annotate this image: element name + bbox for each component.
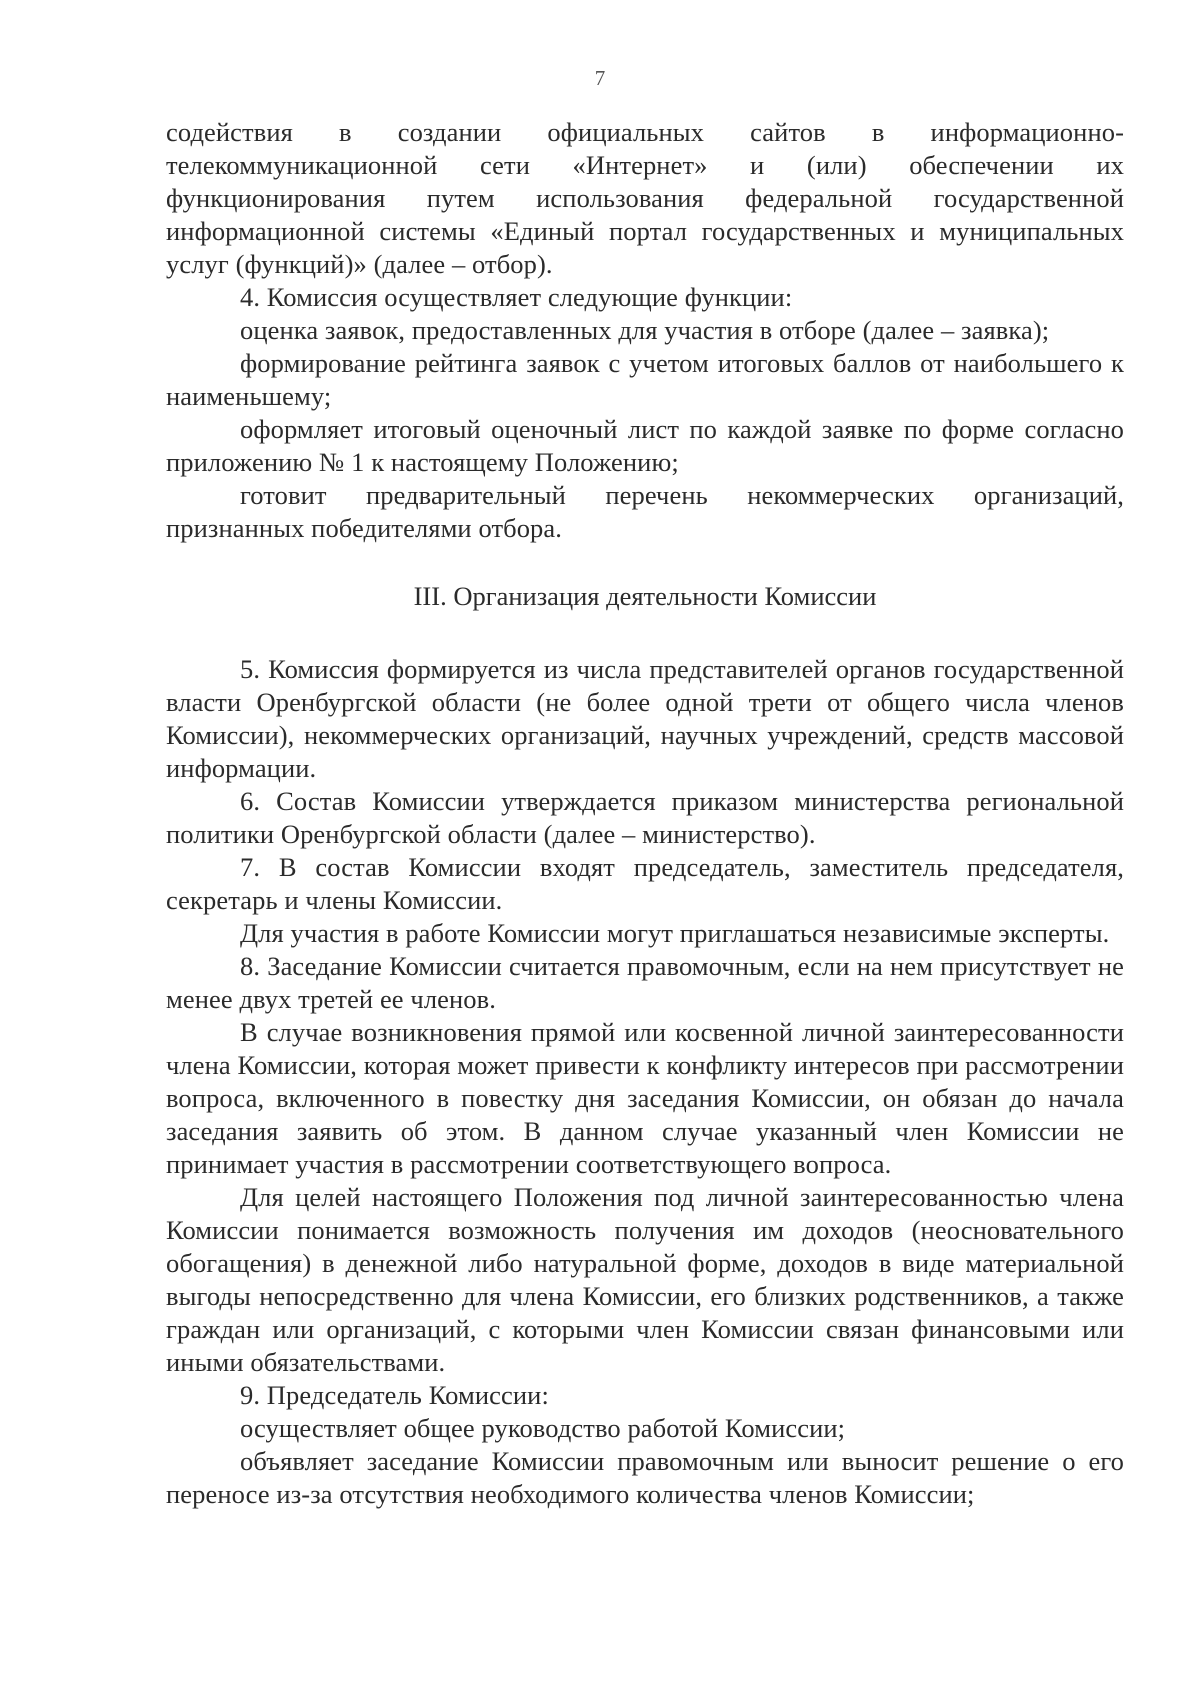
paragraph-item-7: 7. В состав Комиссии входят председатель, заместитель председателя, секретарь и члены Комиссии.: [166, 852, 1124, 915]
paragraph-item-4: 4. Комиссия осуществляет следующие функции:: [240, 282, 793, 312]
paragraph-item-8: 8. Заседание Комиссии считается правомочным, если на нем присутствует не менее двух третей ее членов.: [166, 951, 1124, 1014]
paragraph-function-4: готовит предварительный перечень некоммерческих организаций, признанных победителями отбора.: [166, 480, 1124, 543]
paragraph-chair-duty-1: осуществляет общее руководство работой Комиссии;: [240, 1413, 846, 1443]
paragraph-item-5: 5. Комиссия формируется из числа представителей органов государственной власти Оренбургской области (не более одной трети от общего числа членов Комиссии), некоммерческих организаций, научных учреждений, средств массовой информации.: [166, 654, 1124, 783]
paragraph-conflict-of-interest: В случае возникновения прямой или косвенной личной заинтересованности члена Комиссии, которая может привести к конфликту интересов при рассмотрении вопроса, включенного в повестку дня заседания Комиссии, он обязан до начала заседания заявить об этом. В данном случае указанный член Комиссии не принимает участия в рассмотрении соответствующего вопроса.: [166, 1017, 1124, 1179]
paragraph-item-6: 6. Состав Комиссии утверждается приказом министерства региональной политики Оренбургской области (далее – министерство).: [166, 786, 1124, 849]
paragraph-item-9: 9. Председатель Комиссии:: [240, 1380, 549, 1410]
paragraph-continuation: содействия в создании официальных сайтов в информационно-телекоммуникационной сети «Интернет» и (или) обеспечении их функционирования путем использования федеральной государственной информационной системы «Единый портал государственных и муниципальных услуг (функций)» (далее – отбор).: [166, 117, 1124, 279]
paragraph-personal-interest-definition: Для целей настоящего Положения под личной заинтересованностью члена Комиссии понимается возможность получения им доходов (неосновательного обогащения) в денежной либо натуральной форме, доходов в виде материальной выгоды непосредственно для члена Комиссии, его близких родственников, а также граждан или организаций, с которыми член Комиссии связан финансовыми или иными обязательствами.: [166, 1182, 1124, 1377]
page-number: 7: [594, 66, 606, 90]
paragraph-chair-duty-2: объявляет заседание Комиссии правомочным или выносит решение о его переносе из-за отсутствия необходимого количества членов Комиссии;: [166, 1446, 1124, 1509]
paragraph-experts: Для участия в работе Комиссии могут приглашаться независимые эксперты.: [240, 918, 1110, 948]
paragraph-function-1: оценка заявок, предоставленных для участия в отборе (далее – заявка);: [240, 315, 1050, 345]
paragraph-function-3: оформляет итоговый оценочный лист по каждой заявке по форме согласно приложению № 1 к настоящему Положению;: [166, 414, 1124, 477]
document-body: [166, 116, 1124, 1511]
section-heading: III. Организация деятельности Комиссии: [413, 581, 877, 611]
paragraph-function-2: формирование рейтинга заявок с учетом итоговых баллов от наибольшего к наименьшему;: [166, 348, 1124, 411]
